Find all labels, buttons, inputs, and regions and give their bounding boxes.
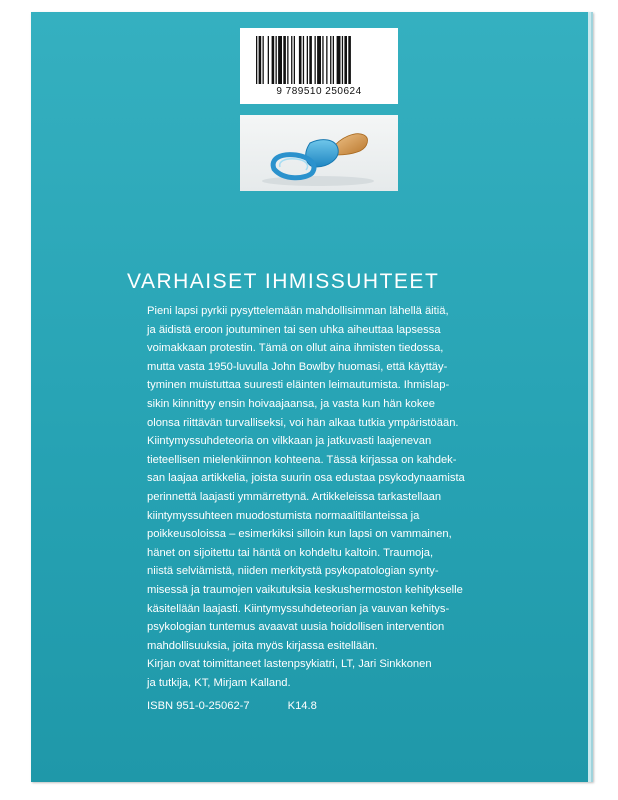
blurb-line: san laajaa artikkelia, joista suurin osa edustaa psykodynaamista [147,472,465,485]
blurb-line: Pieni lapsi pyrkii pysyttelemään mahdollisimman lähellä äitiä, [147,305,449,317]
blurb-line: ja tutkija, KT, Mirjam Kalland. [147,676,291,689]
blurb-line: tieteellisen mielenkiinnon kohteena. Tässä kirjassa on kahdek- [147,453,457,466]
blurb-line: misessä ja traumojen vaikutuksia keskushermoston kehitykselle [147,583,463,596]
library-classification: K14.8 [287,700,317,712]
blurb-line: perinnettä laajasti ymmärrettynä. Artikkeleissa tarkastellaan [147,490,442,503]
book-back-cover [31,12,593,782]
blurb-line: Kirjan ovat toimittaneet lastenpsykiatri, LT, Jari Sinkkonen [147,658,432,671]
isbn: ISBN 951-0-25062-7 [147,700,250,712]
cover-edge [588,12,591,782]
blurb-paragraph-3 [147,655,547,692]
blurb-line: Kiintymyssuhdeteoria on vilkkaan ja jatkuvasti laajenevan [147,435,432,448]
isbn-row [147,700,317,712]
barcode-panel [240,28,398,104]
barcode-number: 9 789510 250624 [276,86,362,97]
blurb-line: olonsa riittävän turvalliseksi, voi hän alkaa tutkia ympäristöään. [147,416,459,429]
barcode-icon [256,36,382,84]
book-title: VARHAISET IHMISSUHTEET [127,270,440,293]
blurb-paragraph-1 [147,302,547,432]
blurb-line: kiintymyssuhteen muodostumista normaalitilanteissa ja [147,509,420,522]
blurb-paragraph-2 [147,432,547,655]
blurb-line: ja äidistä eroon joutuminen tai sen uhka aiheuttaa lapsessa [147,323,441,336]
blurb-line: psykologian tuntemus avaavat uusia hoidollisen intervention [147,621,445,634]
pacifier-photo [240,115,398,191]
blurb-line: niistä selviämistä, niiden merkitystä psykopatologian synty- [147,565,439,578]
blurb-line: poikkeusoloissa – esimerkiksi silloin kun lapsi on vammainen, [147,528,452,541]
blurb-line: sikin kiinnittyy ensin hoivaajaansa, ja vasta kun hän kokee [147,397,435,410]
pacifier-icon [240,115,398,191]
blurb-line: käsitellään laajasti. Kiintymyssuhdeteorian ja vauvan kehitys- [147,602,450,615]
blurb-line: hänet on sijoitettu tai häntä on kohdeltu kaltoin. Traumoja, [147,546,434,559]
blurb-line: mahdollisuuksia, joita myös kirjassa esitellään. [147,639,378,652]
blurb-line: tyminen muistuttaa suuresti eläinten leimautumista. Ihmislap- [147,379,450,392]
blurb [147,302,547,692]
blurb-line: voimakkaan protestin. Tämä on ollut aina ihmisten tiedossa, [147,342,444,355]
blurb-line: mutta vasta 1950-luvulla John Bowlby huomasi, että käyttäy- [147,360,448,373]
